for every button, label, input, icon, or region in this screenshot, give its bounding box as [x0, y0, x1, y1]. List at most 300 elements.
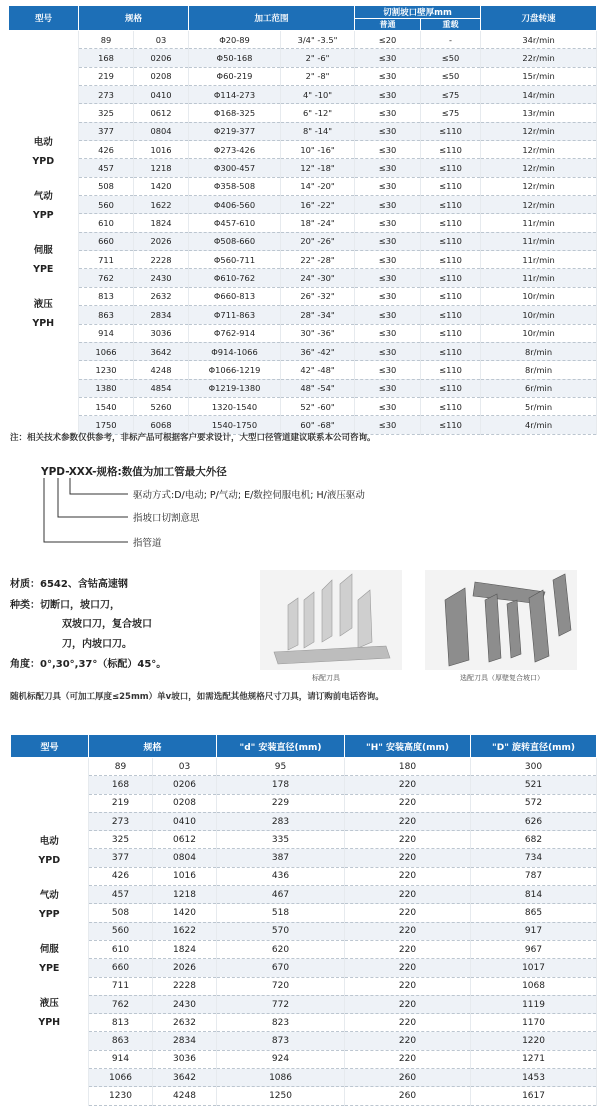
model-code: YPD — [32, 155, 55, 167]
install-diameter-cell: 772 — [217, 995, 345, 1013]
model-code-drive: 驱动方式:D/电动; P/气动; E/数控伺服电机; H/液压驱动 — [133, 490, 365, 501]
spec-code-cell: 4854 — [134, 379, 189, 397]
install-diameter-cell: 335 — [217, 831, 345, 849]
spec-code-cell: 1824 — [153, 940, 217, 958]
install-height-cell: 220 — [345, 867, 471, 885]
header-wall-normal: 普通 — [355, 19, 421, 31]
install-height-cell: 220 — [345, 922, 471, 940]
spec-size-cell: 863 — [79, 306, 134, 324]
spec-code-cell: 2632 — [153, 1014, 217, 1032]
wall-heavy-cell: ≤110 — [421, 361, 481, 379]
spec-size-cell: 273 — [89, 812, 153, 830]
range-inch-cell: 16" -22" — [281, 196, 355, 214]
header-install-diameter: "d" 安装直径(mm) — [217, 735, 345, 758]
wall-normal-cell: ≤30 — [355, 379, 421, 397]
install-diameter-cell: 570 — [217, 922, 345, 940]
wall-normal-cell: ≤30 — [355, 287, 421, 305]
install-diameter-cell: 1086 — [217, 1069, 345, 1087]
range-inch-cell: 8" -14" — [281, 122, 355, 140]
range-inch-cell: 22" -28" — [281, 251, 355, 269]
spec-size-cell: 508 — [89, 904, 153, 922]
angle-label: 角度： — [10, 659, 40, 670]
spec-size-cell: 560 — [79, 196, 134, 214]
wall-normal-cell: ≤20 — [355, 31, 421, 49]
wall-normal-cell: ≤30 — [355, 269, 421, 287]
model-name: 电动 — [33, 136, 53, 148]
wall-heavy-cell: ≤110 — [421, 287, 481, 305]
table-row — [11, 1014, 597, 1032]
install-height-cell: 220 — [345, 1050, 471, 1068]
wall-heavy-cell: ≤110 — [421, 379, 481, 397]
header-spec: 规格 — [89, 735, 217, 758]
optional-blades-image — [425, 570, 577, 670]
wall-normal-cell: ≤30 — [355, 141, 421, 159]
spec-code-cell: 6068 — [134, 416, 189, 434]
spec-code-cell: 0206 — [134, 49, 189, 67]
wall-heavy-cell: - — [421, 31, 481, 49]
header-wall: 切割坡口壁厚mm — [355, 6, 481, 19]
rotation-diameter-cell: 1017 — [471, 959, 597, 977]
note-top: 注：相关技术参数仅供参考，非标产品可根据客户要求设计，大型口径管道建议联系本公司咨询。 — [10, 433, 376, 443]
spec-code-cell: 0612 — [153, 831, 217, 849]
range-mm-cell: Φ508-660 — [189, 232, 281, 250]
table-row — [11, 1032, 597, 1050]
spec-size-cell: 660 — [79, 232, 134, 250]
spec-code-cell: 2228 — [134, 251, 189, 269]
table-row — [11, 977, 597, 995]
wall-heavy-cell: ≤110 — [421, 251, 481, 269]
spec-code-cell: 2632 — [134, 287, 189, 305]
speed-cell: 10r/min — [481, 324, 597, 342]
install-height-cell: 220 — [345, 1014, 471, 1032]
install-height-cell: 220 — [345, 904, 471, 922]
speed-cell: 34r/min — [481, 31, 597, 49]
table-row — [11, 886, 597, 904]
standard-blades-image — [260, 570, 402, 670]
wall-normal-cell: ≤30 — [355, 361, 421, 379]
spec-size-cell: 762 — [89, 995, 153, 1013]
model-code: YPP — [32, 209, 54, 221]
install-diameter-cell: 670 — [217, 959, 345, 977]
rotation-diameter-cell: 1170 — [471, 1014, 597, 1032]
rotation-diameter-cell: 1453 — [471, 1069, 597, 1087]
model-code: YPE — [33, 263, 54, 275]
spec-size-cell: 89 — [79, 31, 134, 49]
spec-code-cell: 5260 — [134, 397, 189, 415]
install-diameter-cell: 924 — [217, 1050, 345, 1068]
model-name: 液压 — [39, 997, 59, 1009]
wall-normal-cell: ≤30 — [355, 214, 421, 232]
wall-heavy-cell: ≤75 — [421, 104, 481, 122]
range-mm-cell: Φ1066-1219 — [189, 361, 281, 379]
wall-heavy-cell: ≤50 — [421, 49, 481, 67]
install-diameter-cell: 436 — [217, 867, 345, 885]
header-range: 加工范围 — [189, 6, 355, 31]
table-row — [11, 812, 597, 830]
header-rotation-diameter: "D" 旋转直径(mm) — [471, 735, 597, 758]
rotation-diameter-cell: 572 — [471, 794, 597, 812]
speed-cell: 10r/min — [481, 287, 597, 305]
range-mm-cell: Φ219-377 — [189, 122, 281, 140]
spec-size-cell: 1066 — [89, 1069, 153, 1087]
spec-size-cell: 610 — [89, 940, 153, 958]
install-height-cell: 220 — [345, 995, 471, 1013]
spec-size-cell: 457 — [79, 159, 134, 177]
spec-code-cell: 0612 — [134, 104, 189, 122]
table-row — [11, 1087, 597, 1105]
note-bottom: 随机标配刀具（可加工厚度≤25mm）单v坡口，如需选配其他规格尺寸刀具，请订购前电话咨询。 — [10, 692, 384, 702]
wall-heavy-cell: ≤110 — [421, 342, 481, 360]
range-mm-cell: Φ914-1066 — [189, 342, 281, 360]
range-mm-cell: Φ406-560 — [189, 196, 281, 214]
install-height-cell: 220 — [345, 1032, 471, 1050]
install-diameter-cell: 467 — [217, 886, 345, 904]
install-height-cell: 220 — [345, 977, 471, 995]
type-line-2: 双坡口刀，复合坡口 — [62, 619, 152, 630]
spec-code-cell: 0804 — [153, 849, 217, 867]
header-model: 型号 — [11, 735, 89, 758]
model-code-title: YPD-XXX-规格:数值为加工管最大外径 — [41, 466, 227, 478]
speed-cell: 12r/min — [481, 141, 597, 159]
install-height-cell: 220 — [345, 831, 471, 849]
model-name: 液压 — [33, 298, 53, 310]
model-code: YPH — [32, 317, 55, 329]
spec-code-cell: 0208 — [153, 794, 217, 812]
speed-cell: 5r/min — [481, 397, 597, 415]
type-value-1: 切断口，坡口刀， — [40, 600, 120, 611]
install-height-cell: 220 — [345, 812, 471, 830]
wall-normal-cell: ≤30 — [355, 67, 421, 85]
rotation-diameter-cell: 300 — [471, 758, 597, 776]
spec-code-cell: 3036 — [134, 324, 189, 342]
install-diameter-cell: 1250 — [217, 1087, 345, 1105]
range-inch-cell: 20" -26" — [281, 232, 355, 250]
wall-heavy-cell: ≤50 — [421, 67, 481, 85]
range-inch-cell: 42" -48" — [281, 361, 355, 379]
range-inch-cell: 24" -30" — [281, 269, 355, 287]
spec-size-cell: 457 — [89, 886, 153, 904]
spec-code-cell: 1622 — [153, 922, 217, 940]
type-label: 种类： — [10, 600, 40, 611]
wall-heavy-cell: ≤110 — [421, 122, 481, 140]
wall-normal-cell: ≤30 — [355, 251, 421, 269]
spec-size-cell: 762 — [79, 269, 134, 287]
table-row — [11, 940, 597, 958]
spec-size-cell: 219 — [89, 794, 153, 812]
table-row — [11, 904, 597, 922]
range-inch-cell: 26" -32" — [281, 287, 355, 305]
rotation-diameter-cell: 967 — [471, 940, 597, 958]
spec-code-cell: 0206 — [153, 776, 217, 794]
spec-size-cell: 610 — [79, 214, 134, 232]
install-height-cell: 220 — [345, 959, 471, 977]
install-diameter-cell: 873 — [217, 1032, 345, 1050]
table-row — [11, 758, 597, 776]
type-line-1 — [10, 596, 120, 611]
speed-cell: 8r/min — [481, 361, 597, 379]
speed-cell: 12r/min — [481, 177, 597, 195]
speed-cell: 8r/min — [481, 342, 597, 360]
model-name: 伺服 — [39, 943, 59, 955]
speed-cell: 12r/min — [481, 159, 597, 177]
table-row — [11, 1050, 597, 1068]
spec-size-cell: 914 — [89, 1050, 153, 1068]
range-mm-cell: Φ60-219 — [189, 67, 281, 85]
rotation-diameter-cell: 1617 — [471, 1087, 597, 1105]
range-mm-cell: Φ300-457 — [189, 159, 281, 177]
rotation-diameter-cell: 1220 — [471, 1032, 597, 1050]
speed-cell: 4r/min — [481, 416, 597, 434]
install-diameter-cell: 283 — [217, 812, 345, 830]
spec-size-cell: 813 — [79, 287, 134, 305]
spec-size-cell: 168 — [79, 49, 134, 67]
spec-code-cell: 2026 — [134, 232, 189, 250]
model-code: YPP — [38, 908, 60, 920]
model-type-cell — [11, 758, 89, 1106]
range-inch-cell: 2" -8" — [281, 67, 355, 85]
model-code-pipe: 指管道 — [133, 538, 162, 549]
rotation-diameter-cell: 1119 — [471, 995, 597, 1013]
spec-size-cell: 660 — [89, 959, 153, 977]
range-inch-cell: 12" -18" — [281, 159, 355, 177]
model-code: YPD — [38, 854, 61, 866]
range-mm-cell: Φ660-813 — [189, 287, 281, 305]
spec-code-cell: 0208 — [134, 67, 189, 85]
spec-code-cell: 1420 — [153, 904, 217, 922]
range-mm-cell: Φ610-762 — [189, 269, 281, 287]
range-mm-cell: Φ762-914 — [189, 324, 281, 342]
range-mm-cell: Φ1219-1380 — [189, 379, 281, 397]
wall-normal-cell: ≤30 — [355, 159, 421, 177]
spec-size-cell: 711 — [89, 977, 153, 995]
range-inch-cell: 6" -12" — [281, 104, 355, 122]
install-diameter-cell: 518 — [217, 904, 345, 922]
spec-size-cell: 168 — [89, 776, 153, 794]
range-inch-cell: 36" -42" — [281, 342, 355, 360]
spec-code-cell: 0410 — [153, 812, 217, 830]
spec-size-cell: 325 — [79, 104, 134, 122]
spec-size-cell: 1750 — [79, 416, 134, 434]
install-diameter-cell: 823 — [217, 1014, 345, 1032]
spec-code-cell: 2834 — [153, 1032, 217, 1050]
rotation-diameter-cell: 626 — [471, 812, 597, 830]
standard-blades-photo — [260, 570, 402, 670]
wall-heavy-cell: ≤75 — [421, 86, 481, 104]
install-table-body — [11, 758, 597, 1106]
spec-code-cell: 4248 — [153, 1087, 217, 1105]
spec-size-cell: 1066 — [79, 342, 134, 360]
range-mm-cell: Φ457-610 — [189, 214, 281, 232]
install-height-cell: 180 — [345, 758, 471, 776]
spec-code-cell: 1218 — [134, 159, 189, 177]
model-code-bevel: 指坡口切割意思 — [133, 513, 200, 524]
table-row — [11, 831, 597, 849]
table-row — [11, 995, 597, 1013]
wall-normal-cell: ≤30 — [355, 342, 421, 360]
wall-normal-cell: ≤30 — [355, 196, 421, 214]
rotation-diameter-cell: 734 — [471, 849, 597, 867]
optional-blades-caption: 选配刀具（厚壁复合坡口） — [460, 674, 544, 682]
table-row — [11, 794, 597, 812]
range-inch-cell: 2" -6" — [281, 49, 355, 67]
spec-code-cell: 3036 — [153, 1050, 217, 1068]
header-spec: 规格 — [79, 6, 189, 31]
angle-line — [10, 655, 166, 670]
install-height-cell: 220 — [345, 776, 471, 794]
spec-code-cell: 1622 — [134, 196, 189, 214]
range-inch-cell: 60" -68" — [281, 416, 355, 434]
speed-cell: 15r/min — [481, 67, 597, 85]
range-mm-cell: Φ358-508 — [189, 177, 281, 195]
spec-code-cell: 0410 — [134, 86, 189, 104]
wall-normal-cell: ≤30 — [355, 177, 421, 195]
spec-size-cell: 377 — [89, 849, 153, 867]
header-speed: 刀盘转速 — [481, 6, 597, 31]
spec-size-cell: 377 — [79, 122, 134, 140]
spec-size-cell: 1540 — [79, 397, 134, 415]
spec-code-cell: 1218 — [153, 886, 217, 904]
range-inch-cell: 48" -54" — [281, 379, 355, 397]
spec-size-cell: 508 — [79, 177, 134, 195]
range-mm-cell: 1540-1750 — [189, 416, 281, 434]
spec-size-cell: 1230 — [89, 1087, 153, 1105]
spec-code-cell: 0804 — [134, 122, 189, 140]
wall-heavy-cell: ≤110 — [421, 196, 481, 214]
wall-normal-cell: ≤30 — [355, 104, 421, 122]
model-code: YPH — [38, 1016, 61, 1028]
speed-cell: 13r/min — [481, 104, 597, 122]
spec-code-cell: 03 — [153, 758, 217, 776]
range-inch-cell: 52" -60" — [281, 397, 355, 415]
wall-heavy-cell: ≤110 — [421, 306, 481, 324]
spec-code-cell: 3642 — [134, 342, 189, 360]
spec-size-cell: 426 — [79, 141, 134, 159]
table-row — [11, 867, 597, 885]
rotation-diameter-cell: 682 — [471, 831, 597, 849]
wall-normal-cell: ≤30 — [355, 86, 421, 104]
model-name: 电动 — [39, 835, 59, 847]
speed-cell: 10r/min — [481, 306, 597, 324]
spec-size-cell: 273 — [79, 86, 134, 104]
spec-code-cell: 1420 — [134, 177, 189, 195]
spec-size-cell: 1380 — [79, 379, 134, 397]
header-wall-heavy: 重载 — [421, 19, 481, 31]
spec-code-cell: 3642 — [153, 1069, 217, 1087]
spec-code-cell: 4248 — [134, 361, 189, 379]
spec-size-cell: 711 — [79, 251, 134, 269]
range-mm-cell: 1320-1540 — [189, 397, 281, 415]
install-diameter-cell: 720 — [217, 977, 345, 995]
range-mm-cell: Φ50-168 — [189, 49, 281, 67]
rotation-diameter-cell: 787 — [471, 867, 597, 885]
rotation-diameter-cell: 917 — [471, 922, 597, 940]
model-code: YPE — [39, 962, 60, 974]
range-inch-cell: 4" -10" — [281, 86, 355, 104]
wall-normal-cell: ≤30 — [355, 232, 421, 250]
rotation-diameter-cell: 814 — [471, 886, 597, 904]
install-diameter-cell: 229 — [217, 794, 345, 812]
wall-normal-cell: ≤30 — [355, 122, 421, 140]
range-mm-cell: Φ711-863 — [189, 306, 281, 324]
speed-cell: 22r/min — [481, 49, 597, 67]
spec-code-cell: 2430 — [134, 269, 189, 287]
spec-size-cell: 1230 — [79, 361, 134, 379]
spec-size-cell: 325 — [89, 831, 153, 849]
rotation-diameter-cell: 1271 — [471, 1050, 597, 1068]
optional-blades-photo — [425, 570, 577, 670]
wall-normal-cell: ≤30 — [355, 397, 421, 415]
speed-cell: 11r/min — [481, 251, 597, 269]
table-row — [11, 776, 597, 794]
install-height-cell: 260 — [345, 1087, 471, 1105]
wall-normal-cell: ≤30 — [355, 306, 421, 324]
wall-heavy-cell: ≤110 — [421, 141, 481, 159]
table-row — [11, 922, 597, 940]
install-diameter-cell: 620 — [217, 940, 345, 958]
angle-value: 0°,30°,37°（标配）45°。 — [40, 659, 167, 670]
spec-size-cell: 560 — [89, 922, 153, 940]
spec-size-cell: 219 — [79, 67, 134, 85]
type-line-3: 刀，内坡口刀。 — [62, 639, 132, 650]
rotation-diameter-cell: 865 — [471, 904, 597, 922]
wall-normal-cell: ≤30 — [355, 416, 421, 434]
speed-cell: 11r/min — [481, 232, 597, 250]
install-height-cell: 220 — [345, 886, 471, 904]
header-install-height: "H" 安装高度(mm) — [345, 735, 471, 758]
spec-code-cell: 2430 — [153, 995, 217, 1013]
install-diameter-cell: 95 — [217, 758, 345, 776]
table-row — [11, 849, 597, 867]
range-inch-cell: 10" -16" — [281, 141, 355, 159]
speed-cell: 6r/min — [481, 379, 597, 397]
rotation-diameter-cell: 1068 — [471, 977, 597, 995]
table-row — [11, 959, 597, 977]
spec-size-cell: 813 — [89, 1014, 153, 1032]
wall-heavy-cell: ≤110 — [421, 416, 481, 434]
range-mm-cell: Φ168-325 — [189, 104, 281, 122]
spec-code-cell: 03 — [134, 31, 189, 49]
range-inch-cell: 28" -34" — [281, 306, 355, 324]
wall-heavy-cell: ≤110 — [421, 214, 481, 232]
spec-code-cell: 1016 — [153, 867, 217, 885]
range-inch-cell: 18" -24" — [281, 214, 355, 232]
model-name: 气动 — [33, 190, 53, 202]
model-name: 伺服 — [33, 244, 53, 256]
spec-size-cell: 89 — [89, 758, 153, 776]
range-inch-cell: 3/4" -3.5" — [281, 31, 355, 49]
install-diameter-cell: 387 — [217, 849, 345, 867]
install-table — [10, 734, 597, 1106]
spec-code-cell: 1016 — [134, 141, 189, 159]
install-height-cell: 220 — [345, 940, 471, 958]
spec-size-cell: 914 — [79, 324, 134, 342]
wall-normal-cell: ≤30 — [355, 49, 421, 67]
speed-cell: 11r/min — [481, 269, 597, 287]
range-mm-cell: Φ114-273 — [189, 86, 281, 104]
model-name: 气动 — [39, 889, 59, 901]
spec-code-cell: 2026 — [153, 959, 217, 977]
range-mm-cell: Φ273-426 — [189, 141, 281, 159]
spec-size-cell: 426 — [89, 867, 153, 885]
range-mm-cell: Φ20-89 — [189, 31, 281, 49]
standard-blades-caption: 标配刀具 — [312, 674, 340, 682]
spec-code-cell: 2834 — [134, 306, 189, 324]
wall-heavy-cell: ≤110 — [421, 159, 481, 177]
install-height-cell: 220 — [345, 794, 471, 812]
speed-cell: 11r/min — [481, 214, 597, 232]
range-inch-cell: 30" -36" — [281, 324, 355, 342]
install-height-cell: 220 — [345, 849, 471, 867]
